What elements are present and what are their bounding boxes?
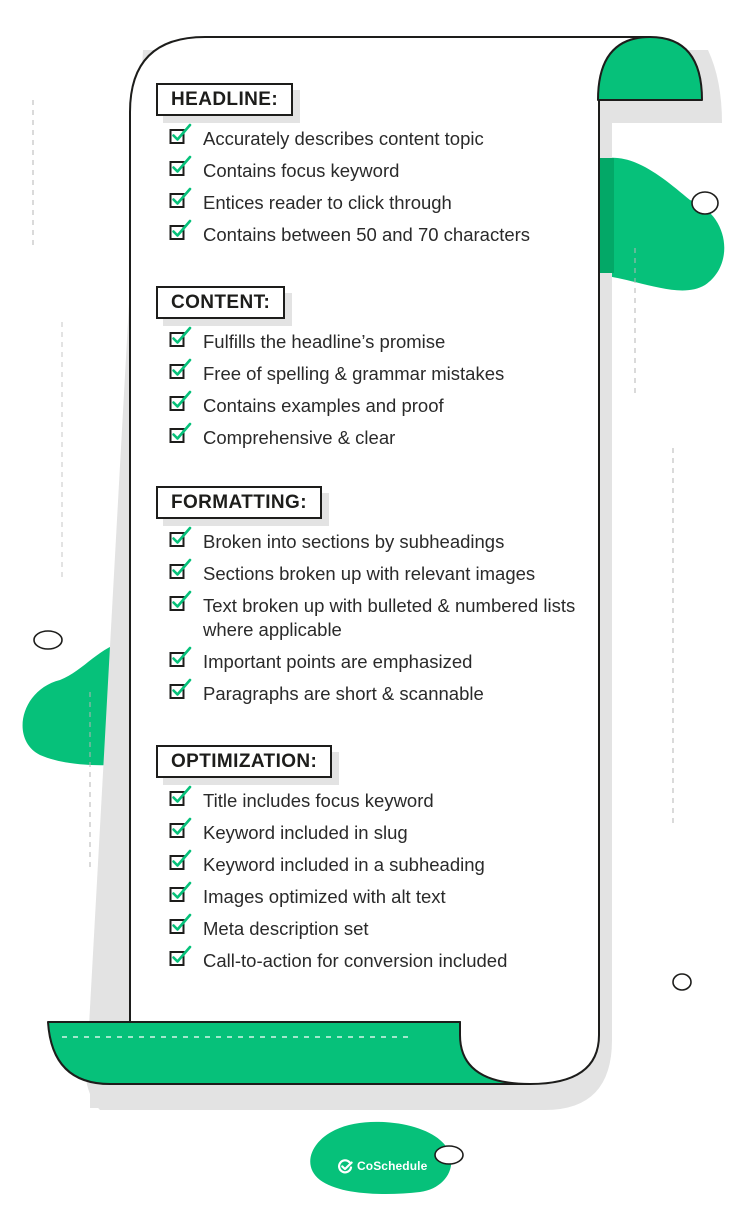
- checkbox-checked-icon: [167, 783, 195, 811]
- checklist-item: [167, 853, 587, 877]
- checklist-item-text: Entices reader to click through: [203, 192, 452, 213]
- section-heading: CONTENT:: [156, 286, 285, 319]
- checklist-item-text: Contains examples and proof: [203, 395, 444, 416]
- brand-logo: [338, 1156, 427, 1176]
- checkbox-checked-icon: [167, 943, 195, 971]
- checkbox-checked-icon: [167, 911, 195, 939]
- checklist-item-text: Contains focus keyword: [203, 160, 400, 181]
- checklist: [167, 789, 587, 981]
- checklist-item-text: Call-to-action for conversion included: [203, 950, 508, 971]
- checklist-item: [167, 789, 587, 813]
- checklist-item-text: Meta description set: [203, 918, 369, 939]
- checklist-item: [167, 191, 587, 215]
- checkbox-checked-icon: [167, 185, 195, 213]
- checkbox-checked-icon: [167, 356, 195, 384]
- checklist-item-text: Text broken up with bulleted & numbered lists where applicable: [203, 595, 576, 640]
- checkbox-checked-icon: [167, 676, 195, 704]
- checklist-item-text: Keyword included in slug: [203, 822, 408, 843]
- checkbox-checked-icon: [167, 556, 195, 584]
- checklist-item-text: Sections broken up with relevant images: [203, 563, 536, 584]
- checkbox-checked-icon: [167, 388, 195, 416]
- checklist-item-text: Images optimized with alt text: [203, 886, 446, 907]
- checklist-item: [167, 682, 587, 706]
- coschedule-check-icon: [338, 1159, 353, 1174]
- checklist-item-text: Paragraphs are short & scannable: [203, 683, 484, 704]
- checklist-item: [167, 159, 587, 183]
- checkbox-checked-icon: [167, 879, 195, 907]
- checklist-item: [167, 127, 587, 151]
- checklist-item-text: Comprehensive & clear: [203, 427, 396, 448]
- checklist-item-text: Free of spelling & grammar mistakes: [203, 363, 505, 384]
- checkbox-checked-icon: [167, 121, 195, 149]
- checkbox-checked-icon: [167, 217, 195, 245]
- checklist-item: [167, 362, 587, 386]
- checklist-item-text: Keyword included in a subheading: [203, 854, 485, 875]
- checklist-item: [167, 594, 587, 642]
- checklist-item: [167, 650, 587, 674]
- checkbox-checked-icon: [167, 588, 195, 616]
- checklist-item-text: Title includes focus keyword: [203, 790, 434, 811]
- checklist-item: [167, 223, 587, 247]
- checklist-item: [167, 562, 587, 586]
- checklist-item-text: Broken into sections by subheadings: [203, 531, 505, 552]
- checklist: [167, 127, 587, 255]
- checklist-item-text: Accurately describes content topic: [203, 128, 484, 149]
- checklist-item-text: Contains between 50 and 70 characters: [203, 224, 531, 245]
- checklist: [167, 530, 587, 714]
- checklist-item: [167, 530, 587, 554]
- checklist-item: [167, 949, 587, 973]
- checklist-item: [167, 330, 587, 354]
- checkbox-checked-icon: [167, 420, 195, 448]
- checklist-item: [167, 426, 587, 450]
- checklist-item: [167, 821, 587, 845]
- checkbox-checked-icon: [167, 847, 195, 875]
- checklist-item-text: Fulfills the headline’s promise: [203, 331, 446, 352]
- checklist-item-text: Important points are emphasized: [203, 651, 473, 672]
- brand-name: CoSchedule: [357, 1159, 428, 1173]
- section-heading: FORMATTING:: [156, 486, 322, 519]
- checklist-item: [167, 885, 587, 909]
- checkbox-checked-icon: [167, 524, 195, 552]
- checkbox-checked-icon: [167, 644, 195, 672]
- checkbox-checked-icon: [167, 324, 195, 352]
- checklist: [167, 330, 587, 458]
- section-heading: HEADLINE:: [156, 83, 293, 116]
- section-heading: OPTIMIZATION:: [156, 745, 332, 778]
- checkbox-checked-icon: [167, 153, 195, 181]
- checklist-item: [167, 394, 587, 418]
- checkbox-checked-icon: [167, 815, 195, 843]
- checklist-item: [167, 917, 587, 941]
